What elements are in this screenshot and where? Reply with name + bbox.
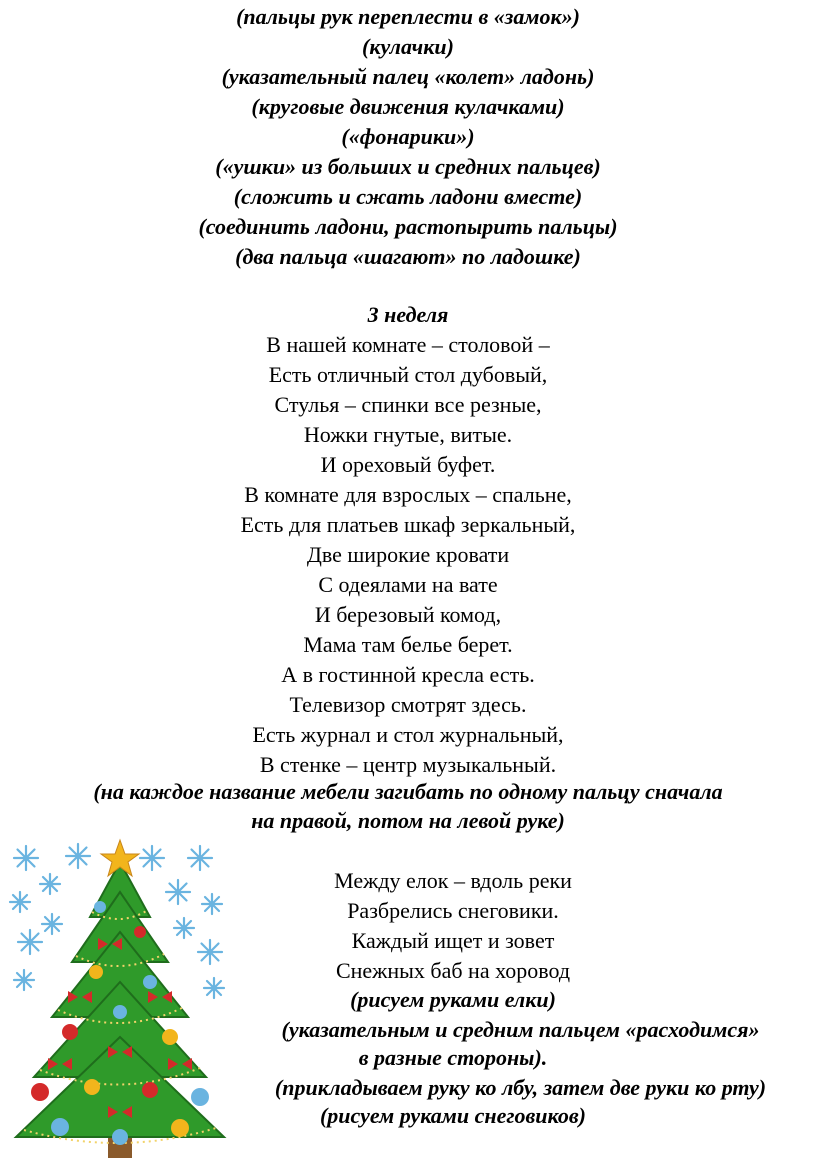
poem-line: И ореховый буфет. [320,452,496,477]
poem-line: В стенке – центр музыкальный. [259,752,557,777]
poem-note-line: (на каждое название мебели загибать по одному пальцу сначала [93,779,723,804]
poem-line: В нашей комнате – столовой – [266,332,550,357]
snow-note-line: в разные стороны). [358,1045,548,1070]
poem-line: А в гостинной кресла есть. [281,662,535,687]
poem-note-line: на правой, потом на левой руке) [251,808,565,833]
snow-note-line: (прикладываем руку ко лбу, затем две руки ко рту) [274,1075,767,1100]
poem-line: Две широкие кровати [306,542,510,567]
instruction-line: (соединить ладони, растопырить пальцы) [198,214,618,239]
poem-line: С одеялами на вате [318,572,498,597]
poem-line: Стулья – спинки все резные, [274,392,542,417]
section-heading: 3 неделя [367,302,449,327]
poem-line: Есть журнал и стол журнальный, [252,722,564,747]
instruction-line: (сложить и сжать ладони вместе) [233,184,583,209]
instruction-line: (кулачки) [362,34,454,59]
poem-line: В комнате для взрослых – спальне, [244,482,572,507]
poem-line: И березовый комод, [314,602,502,627]
instruction-line: (два пальца «шагают» по ладошке) [235,244,581,269]
poem-line: Есть для платьев шкаф зеркальный, [240,512,576,537]
poem-line: Есть отличный стол дубовый, [268,362,548,387]
snow-poem-line: Каждый ищет и зовет [351,928,555,953]
snow-note-line: (рисуем руками елки) [350,987,556,1012]
poem-line: Телевизор смотрят здесь. [289,692,527,717]
instruction-line: (указательный палец «колет» ладонь) [221,64,595,89]
instruction-line: («фонарики») [341,124,475,149]
snow-poem-line: Разбрелись снеговики. [347,898,559,923]
snow-poem-line: Между елок – вдоль реки [334,868,572,893]
instruction-line: (круговые движения кулачками) [251,94,565,119]
instruction-line: (пальцы рук переплести в «замок») [236,4,580,29]
snow-poem-line: Снежных баб на хоровод [335,958,571,983]
snow-note-line: (указательным и средним пальцем «расходимся» [281,1017,760,1042]
instruction-line: («ушки» из больших и средних пальцев) [215,154,601,179]
snow-note-line: (рисуем руками снеговиков) [319,1103,586,1128]
poem-line: Мама там белье берет. [303,632,513,657]
poem-line: Ножки гнутые, витые. [303,422,513,447]
